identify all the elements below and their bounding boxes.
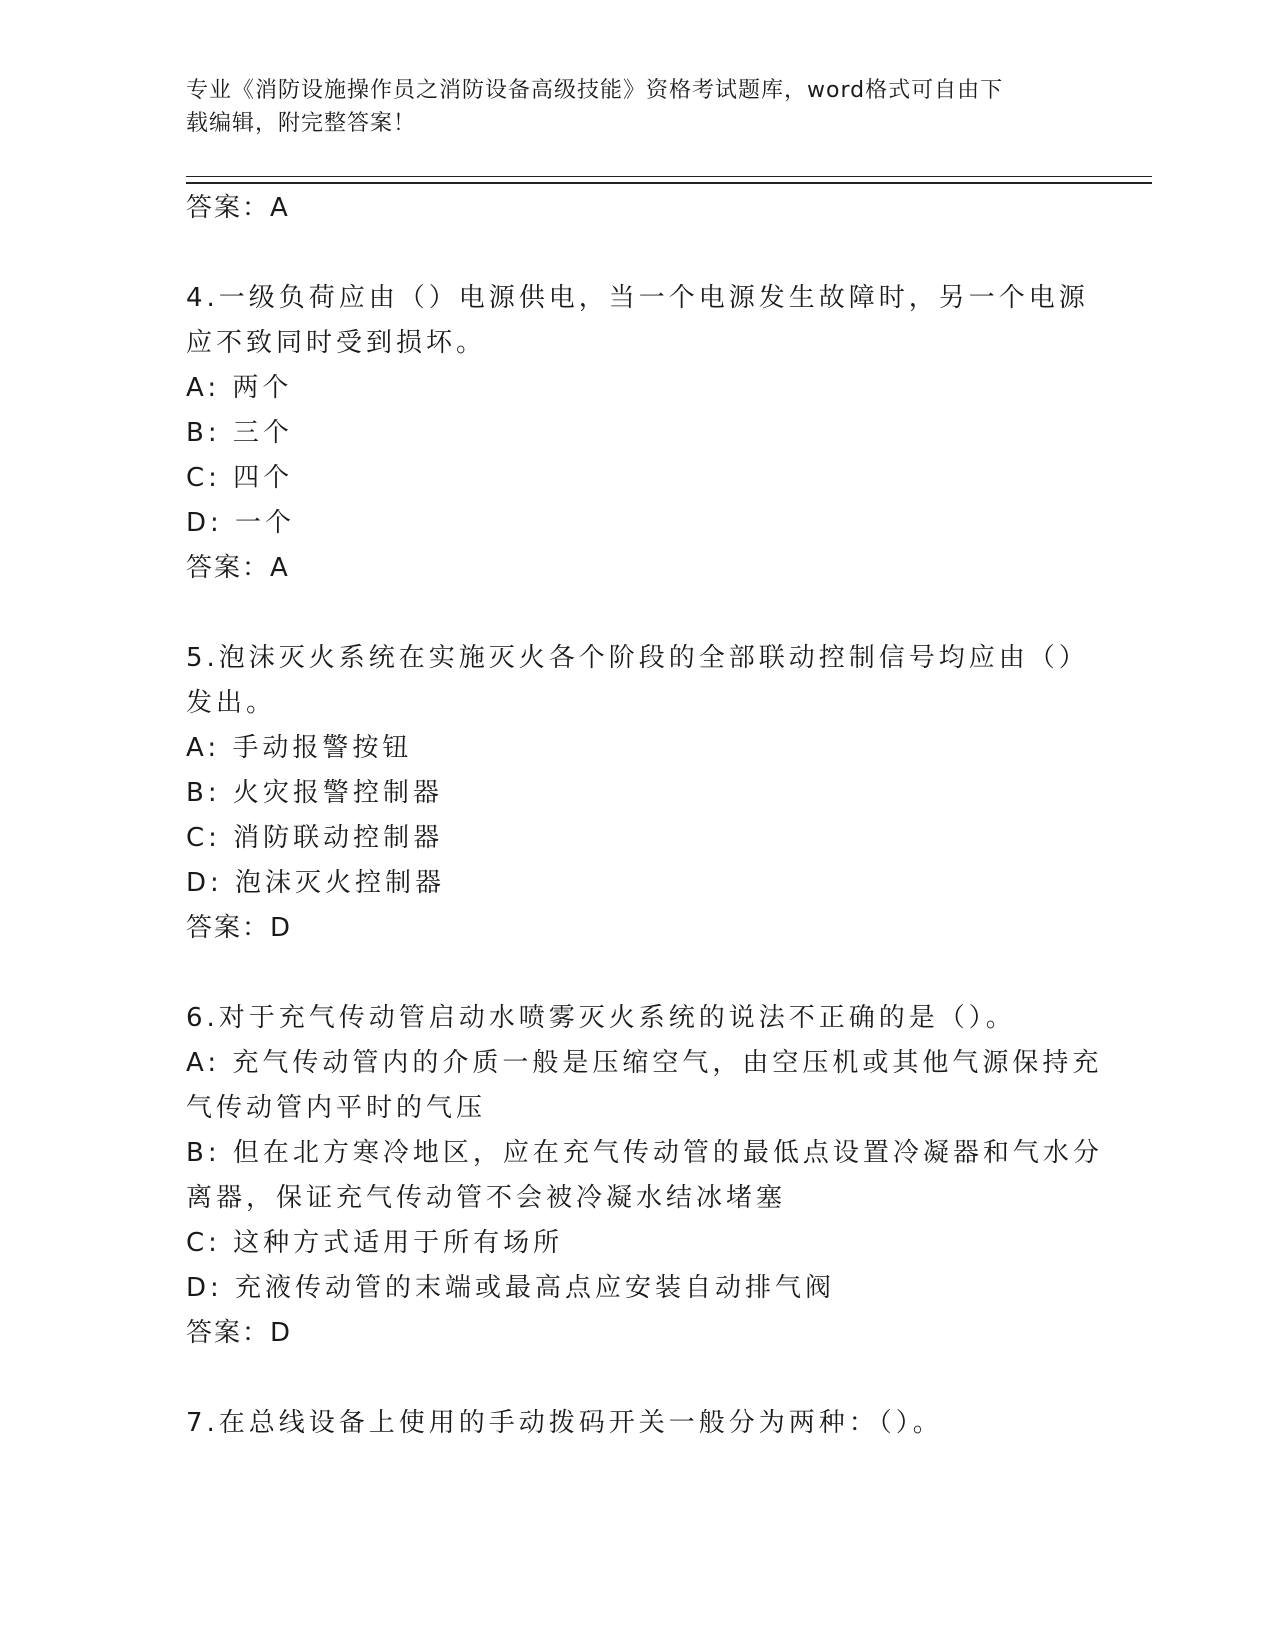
question-4-option-d: D: 一个 (186, 508, 296, 538)
question-4-option-a: A: 两个 (186, 373, 293, 403)
question-5-option-c: C: 消防联动控制器 (186, 823, 444, 853)
question-5-option-b: B: 火灾报警控制器 (186, 778, 443, 808)
question-6-option-b-line-1: B: 但在北方寒冷地区，应在充气传动管的最低点设置冷凝器和气水分 (186, 1138, 1103, 1168)
spacer (186, 591, 1086, 636)
question-4-stem-line-2: 应不致同时受到损坏。 (186, 328, 487, 358)
spacer (186, 1356, 1086, 1401)
header-line-2: 载编辑，附完整答案！ (186, 111, 417, 136)
question-6-option-b-line-2: 离器，保证充气传动管不会被冷凝水结冰堵塞 (186, 1183, 787, 1213)
question-5-answer: 答案：D (186, 913, 293, 943)
question-5-stem-line-2: 发出。 (186, 688, 277, 718)
question-6-option-c: C: 这种方式适用于所有场所 (186, 1228, 564, 1258)
header-line-1: 专业《消防设施操作员之消防设备高级技能》资格考试题库，word格式可自由下 (186, 78, 1004, 103)
spacer (186, 951, 1086, 996)
question-4-answer: 答案：A (186, 553, 290, 583)
question-6 (186, 996, 1103, 1356)
question-6-answer: 答案：D (186, 1318, 293, 1348)
question-4 (186, 276, 1089, 591)
question-7-stem: 7.在总线设备上使用的手动拨码开关一般分为两种：（）。 (186, 1408, 943, 1438)
spacer (186, 231, 1086, 276)
question-5-option-d: D: 泡沫灭火控制器 (186, 868, 446, 898)
question-6-option-a-line-2: 气传动管内平时的气压 (186, 1093, 487, 1123)
question-6-stem: 6.对于充气传动管启动水喷雾灭火系统的说法不正确的是（）。 (186, 1003, 1016, 1033)
question-5 (186, 636, 1089, 951)
question-6-option-d: D: 充液传动管的末端或最高点应安装自动排气阀 (186, 1273, 836, 1303)
question-5-stem-line-1: 5.泡沫灭火系统在实施灭火各个阶段的全部联动控制信号均应由（） (186, 643, 1089, 673)
question-4-option-b: B: 三个 (186, 418, 293, 448)
question-5-option-a: A: 手动报警按钮 (186, 733, 413, 763)
question-list (186, 186, 1103, 1446)
answer-q3: 答案：A (186, 193, 290, 223)
question-7 (186, 1401, 1086, 1446)
question-6-option-a-line-1: A: 充气传动管内的介质一般是压缩空气，由空压机或其他气源保持充 (186, 1048, 1103, 1078)
header-divider (186, 176, 1152, 184)
document-header (186, 74, 1066, 140)
question-4-option-c: C: 四个 (186, 463, 294, 493)
question-4-stem-line-1: 4.一级负荷应由（）电源供电，当一个电源发生故障时，另一个电源 (186, 283, 1089, 313)
